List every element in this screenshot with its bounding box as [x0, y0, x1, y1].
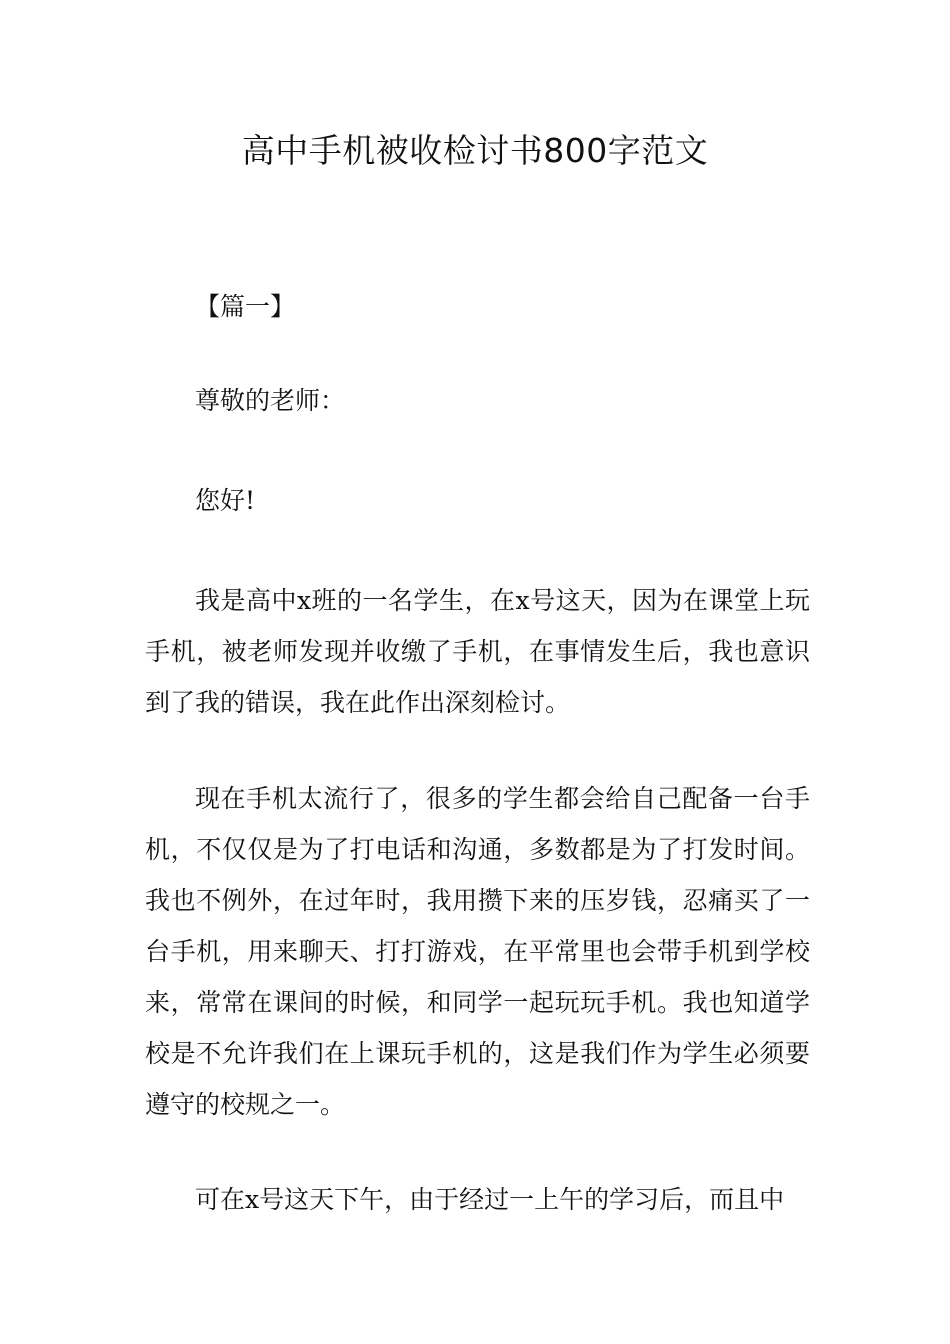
salutation: 尊敬的老师：	[195, 386, 346, 415]
document-title: 高中手机被收检讨书800字范文	[241, 131, 709, 170]
paragraph-1: 我是高中x班的一名学生，在x号这天，因为在课堂上玩手机，被老师发现并收缴了手机，在事情发生后，我也意识到了我的错误，我在此作出深刻检讨。	[145, 586, 810, 717]
section-heading: 【篇一】	[195, 292, 296, 321]
paragraph-2: 现在手机太流行了，很多的学生都会给自己配备一台手机，不仅仅是为了打电话和沟通，多数都是为了打发时间。我也不例外，在过年时，我用攒下来的压岁钱，忍痛买了一台手机，用来聊天、打打游戏，在平常里也会带手机到学校来，常常在课间的时候，和同学一起玩玩手机。我也知道学校是不允许我们在上课玩手机的，这是我们作为学生必须要遵守的校规之一。	[145, 784, 810, 1119]
greeting: 您好!	[195, 486, 256, 515]
paragraph-3: 可在x号这天下午，由于经过一上午的学习后，而且中	[195, 1185, 785, 1214]
